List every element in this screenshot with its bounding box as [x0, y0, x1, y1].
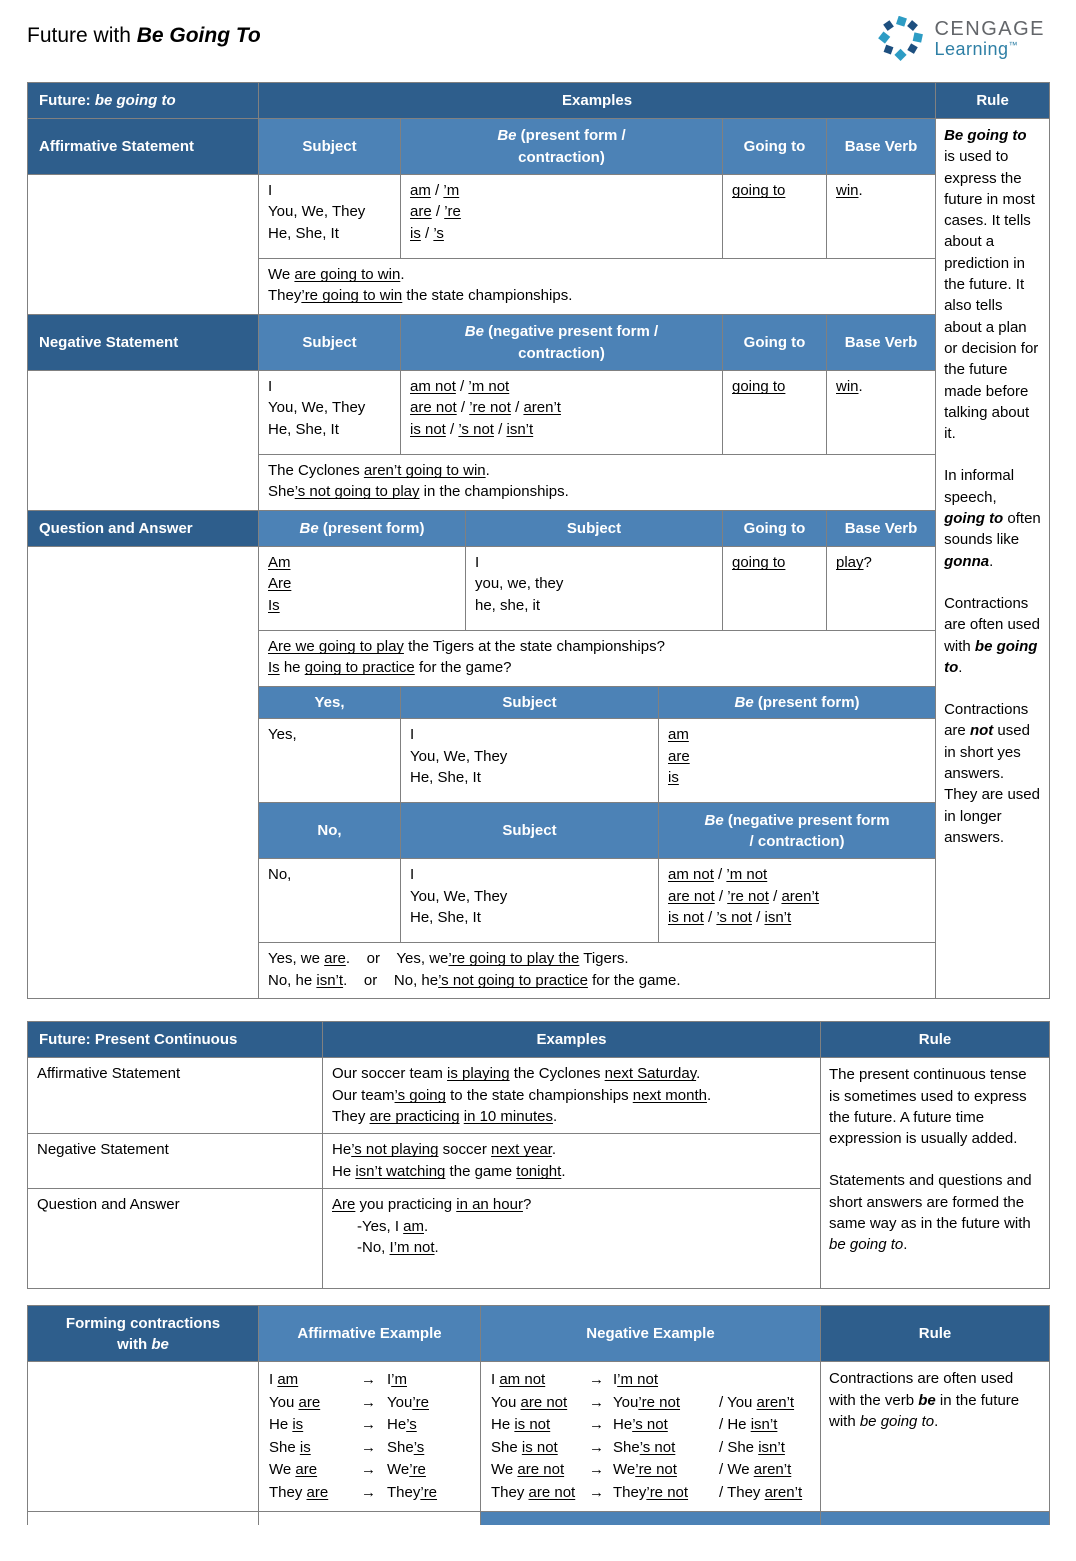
affirmative-going-to-cell: going to: [723, 175, 827, 259]
arrow-icon: →: [589, 1416, 604, 1434]
affirmative-subject-cell: I You, We, They He, She, It: [259, 175, 401, 259]
col-header-no: No,: [259, 803, 401, 859]
col-header-subject: Subject: [466, 511, 723, 547]
t2-label-negative: Negative Statement: [28, 1134, 323, 1189]
col-header-going-to: Going to: [723, 315, 827, 371]
contraction-to: They’re not: [613, 1483, 689, 1501]
arrow-icon: →: [361, 1483, 376, 1501]
table-row: [28, 1058, 1050, 1134]
table-row: [28, 511, 1050, 547]
negative-contractions-cell: [481, 1362, 821, 1512]
col-header-base-verb: Base Verb: [827, 315, 936, 371]
col-header-yes: Yes,: [259, 687, 401, 719]
t2-negative-example-cell: He’s not playing soccer next year. He isn’t watching the game tonight.: [323, 1134, 821, 1189]
t2-label-affirmative: Affirmative Statement: [28, 1058, 323, 1134]
contraction-to: I’m not: [613, 1371, 659, 1389]
table-row: [28, 371, 1050, 455]
contraction-line: [491, 1392, 810, 1415]
question-base-verb-cell: play?: [827, 547, 936, 631]
cutoff-header-band: [821, 1512, 1050, 1525]
contraction-alt: / He isn’t: [719, 1416, 778, 1434]
affirmative-example-cell: We are going to win. They’re going to win the state championships.: [259, 259, 936, 315]
table-row: [28, 83, 1050, 119]
trademark-symbol: ™: [1008, 40, 1019, 51]
section-label-negative: Negative Statement: [28, 315, 259, 371]
col-header-base-verb: Base Verb: [827, 119, 936, 175]
table-row: [28, 315, 1050, 371]
table2-header-examples: Examples: [323, 1022, 821, 1058]
contraction-to: She’s: [387, 1438, 425, 1456]
rule-paragraph: Contractions are often used with be going to.: [944, 594, 1040, 676]
table3-header-rule: Rule: [821, 1306, 1050, 1362]
contraction-from: I am: [269, 1371, 299, 1389]
contraction-from: We are: [269, 1461, 318, 1479]
affirmative-contractions-cell: [259, 1362, 481, 1512]
section-label-question: Question and Answer: [28, 511, 259, 547]
contraction-line: [491, 1369, 810, 1392]
table1-header-examples: Examples: [259, 83, 936, 119]
negative-going-to-cell: going to: [723, 371, 827, 455]
contraction-from: We are not: [491, 1461, 565, 1479]
contraction-line: [269, 1482, 470, 1505]
empty-cell: [28, 175, 259, 315]
contraction-from: They are not: [491, 1483, 576, 1501]
empty-cell: [28, 371, 259, 511]
col-header-be: Be (present form): [659, 687, 936, 719]
col-header-base-verb: Base Verb: [827, 511, 936, 547]
contraction-alt: / We aren’t: [719, 1461, 792, 1479]
arrow-icon: →: [361, 1416, 376, 1434]
contraction-to: He’s not: [613, 1416, 668, 1434]
page-title: Future with Be Going To: [27, 24, 261, 47]
rule-paragraph: Statements and questions and short answers are formed the same way as in the future with be going to.: [829, 1172, 1032, 1254]
yes-be-cell: am are is: [659, 719, 936, 803]
affirmative-base-verb-cell: win.: [827, 175, 936, 259]
contraction-line: [491, 1414, 810, 1437]
col-header-subject: Subject: [401, 803, 659, 859]
col-header-be: Be (present form / contraction): [401, 119, 723, 175]
empty-cell: [28, 1362, 259, 1512]
contraction-line: [491, 1437, 810, 1460]
table2-rule-cell: [821, 1058, 1050, 1289]
table-row: [28, 1512, 1050, 1525]
col-header-subject: Subject: [259, 119, 401, 175]
no-subject-cell: I You, We, They He, She, It: [401, 859, 659, 943]
contraction-to: We’re not: [613, 1461, 677, 1479]
contractions-table: [27, 1305, 1050, 1525]
cengage-wordmark: [934, 18, 1045, 60]
arrow-icon: →: [361, 1371, 376, 1389]
table3-header-negative: Negative Example: [481, 1306, 821, 1362]
contraction-to: You’re: [387, 1393, 429, 1411]
contraction-from: She is: [269, 1438, 311, 1456]
contraction-line: [491, 1482, 810, 1505]
arrow-icon: →: [361, 1461, 376, 1479]
table3-rule-cell: [821, 1362, 1050, 1512]
yes-word-cell: Yes,: [259, 719, 401, 803]
contraction-to: We’re: [387, 1461, 426, 1479]
question-example-cell: Are we going to play the Tigers at the state championships? Is he going to practice for the game?: [259, 631, 936, 687]
learning-word: Learning: [934, 39, 1009, 60]
contraction-from: He is: [269, 1416, 304, 1434]
contraction-from: He is not: [491, 1416, 551, 1434]
col-header-be: Be (present form): [259, 511, 466, 547]
contraction-line: [269, 1369, 470, 1392]
table-row: [28, 1306, 1050, 1362]
col-header-be: Be (negative present form / contraction): [659, 803, 936, 859]
empty-cell: [28, 1512, 259, 1525]
contraction-alt: / They aren’t: [719, 1483, 803, 1501]
contraction-to: They’re: [387, 1483, 438, 1501]
contraction-line: [269, 1437, 470, 1460]
contraction-from: She is not: [491, 1438, 558, 1456]
question-be-cell: Am Are Is: [259, 547, 466, 631]
page-header: [27, 16, 1049, 68]
contraction-line: [269, 1392, 470, 1415]
contraction-alt: [719, 1369, 810, 1392]
table3-header-affirmative: Affirmative Example: [259, 1306, 481, 1362]
rule-paragraph: In informal speech, going to often sounds like gonna.: [944, 467, 1041, 570]
cutoff-header-band: [481, 1512, 821, 1525]
negative-subject-cell: I You, We, They He, She, It: [259, 371, 401, 455]
rule-paragraph: The present continuous tense is sometimes used to express the future. A future time expression is usually added.: [829, 1066, 1027, 1148]
arrow-icon: →: [589, 1461, 604, 1479]
no-be-cell: am not / ’m not are not / ’re not / aren’t is not / ’s not / isn’t: [659, 859, 936, 943]
cengage-starburst-icon: [877, 16, 925, 62]
negative-be-cell: am not / ’m not are not / ’re not / aren’t is not / ’s not / isn’t: [401, 371, 723, 455]
cengage-learning-text: [934, 40, 1045, 60]
rule-paragraph: Contractions are often used with the verb be in the future with be going to.: [829, 1370, 1020, 1430]
col-header-be: Be (negative present form / contraction): [401, 315, 723, 371]
col-header-subject: Subject: [401, 687, 659, 719]
col-header-going-to: Going to: [723, 511, 827, 547]
contraction-to: I’m: [387, 1371, 407, 1389]
table1-header-rule: Rule: [936, 83, 1050, 119]
col-header-going-to: Going to: [723, 119, 827, 175]
arrow-icon: →: [361, 1393, 376, 1411]
rule-paragraph: Be going to is used to express the future in most cases. It tells about a prediction in the future. It also tells about a plan or decision for the future made before talking about it.: [944, 127, 1039, 443]
table1-header-future: Future: be going to: [28, 83, 259, 119]
contraction-line: [491, 1459, 810, 1482]
t2-label-question: Question and Answer: [28, 1189, 323, 1289]
negative-base-verb-cell: win.: [827, 371, 936, 455]
arrow-icon: →: [589, 1371, 604, 1389]
contraction-from: You are: [269, 1393, 321, 1411]
yes-subject-cell: I You, We, They He, She, It: [401, 719, 659, 803]
affirmative-be-cell: am / ’m are / ’re is / ’s: [401, 175, 723, 259]
table-row: [28, 547, 1050, 631]
present-continuous-table: [27, 1021, 1050, 1289]
contraction-to: He’s: [387, 1416, 417, 1434]
empty-cell: [259, 1512, 481, 1525]
table2-header-rule: Rule: [821, 1022, 1050, 1058]
t2-affirmative-example-cell: Our soccer team is playing the Cyclones next Saturday. Our team’s going to the state championships next month. They are practicing in 10 minutes.: [323, 1058, 821, 1134]
answers-example-cell: Yes, we are. or Yes, we’re going to play the Tigers. No, he isn’t. or No, he’s not going to practice for the game.: [259, 943, 936, 999]
table-row: [28, 1022, 1050, 1058]
cengage-name-text: CENGAGE: [934, 18, 1045, 41]
contraction-line: [269, 1414, 470, 1437]
table-row: [28, 1362, 1050, 1512]
be-going-to-table: [27, 82, 1050, 999]
table2-header-title: Future: Present Continuous: [28, 1022, 323, 1058]
contraction-alt: / You aren’t: [719, 1393, 795, 1411]
t2-question-example-cell: Are you practicing in an hour? -Yes, I am. -No, I’m not.: [323, 1189, 821, 1289]
col-header-subject: Subject: [259, 315, 401, 371]
contraction-from: I am not: [491, 1371, 546, 1389]
contraction-to: You’re not: [613, 1393, 681, 1411]
table3-header-title: Forming contractions with be: [28, 1306, 259, 1362]
contraction-line: [269, 1459, 470, 1482]
arrow-icon: →: [589, 1438, 604, 1456]
arrow-icon: →: [589, 1483, 604, 1501]
empty-cell: [28, 547, 259, 999]
contraction-to: She’s not: [613, 1438, 676, 1456]
no-word-cell: No,: [259, 859, 401, 943]
table-row: [28, 119, 1050, 175]
question-subject-cell: I you, we, they he, she, it: [466, 547, 723, 631]
table-row: [28, 175, 1050, 259]
negative-example-cell: The Cyclones aren’t going to win. She’s not going to play in the championships.: [259, 455, 936, 511]
contraction-from: They are: [269, 1483, 329, 1501]
question-going-to-cell: going to: [723, 547, 827, 631]
table1-rule-cell: [936, 119, 1050, 999]
section-label-affirmative: Affirmative Statement: [28, 119, 259, 175]
contraction-from: You are not: [491, 1393, 568, 1411]
arrow-icon: →: [361, 1438, 376, 1456]
cengage-logo: [877, 16, 1049, 62]
contraction-alt: / She isn’t: [719, 1438, 785, 1456]
rule-paragraph: Contractions are not used in short yes answers. They are used in longer answers.: [944, 701, 1040, 846]
arrow-icon: →: [589, 1393, 604, 1411]
